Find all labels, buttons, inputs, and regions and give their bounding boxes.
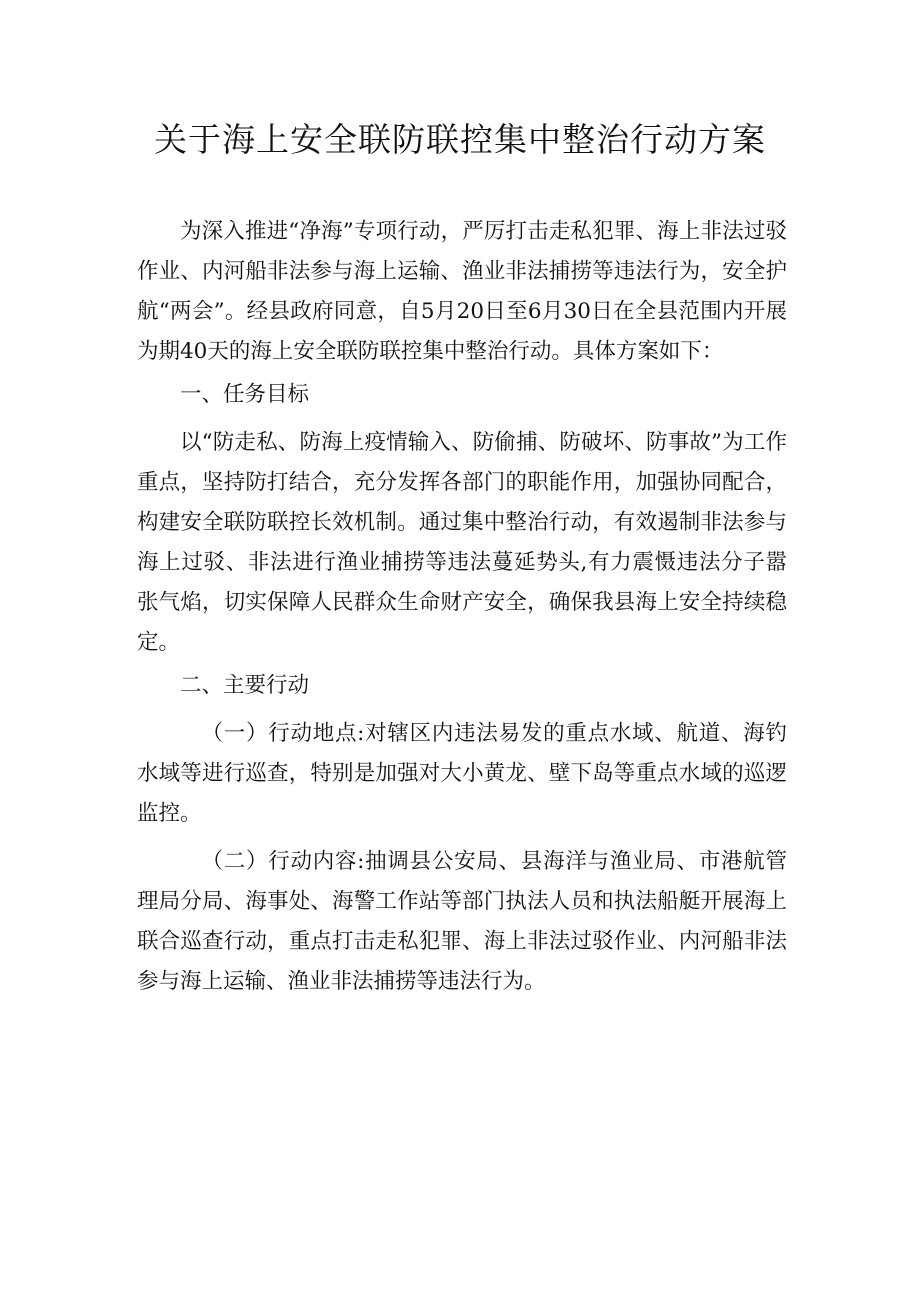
action-content-paragraph: （二）行动内容:抽调县公安局、县海洋与渔业局、市港航管理局分局、海事处、海警工作站等部门执法人员和执法船艇开展海上联合巡查行动，重点打击走私犯罪、海上非法过驳作业、内河船非法参与海上运输、渔业非法捕捞等违法行为。 bbox=[137, 849, 787, 994]
section-heading-task-goal: 一、任务目标 bbox=[180, 382, 310, 407]
section-heading-main-actions: 二、主要行动 bbox=[180, 673, 310, 698]
document-title: 关于海上安全联防联控集中整治行动方案 bbox=[154, 120, 766, 159]
action-location-paragraph: （一）行动地点:对辖区内违法易发的重点水域、航道、海钓水域等进行巡查，特别是加强对大小黄龙、壁下岛等重点水域的巡逻监控。 bbox=[137, 721, 787, 826]
intro-paragraph: 为深入推进“净海”专项行动，严厉打击走私犯罪、海上非法过驳作业、内河船非法参与海上运输、渔业非法捕捞等违法行为，安全护航“两会”。经县政府同意，自5月20日至6月30日在全县范围内开展为期40天的海上安全联防联控集中整治行动。具体方案如下： bbox=[137, 219, 787, 364]
document-body bbox=[137, 212, 787, 1002]
task-goal-paragraph: 以“防走私、防海上疫情输入、防偷捕、防破坏、防事故”为工作重点，坚持防打结合，充分发挥各部门的职能作用，加强协同配合，构建安全联防联控长效机制。通过集中整治行动，有效遏制非法参与海上过驳、非法进行渔业捕捞等违法蔓延势头,有力震慑违法分子嚣张气焰，切实保障人民群众生命财产安全，确保我县海上安全持续稳定。 bbox=[137, 430, 787, 655]
